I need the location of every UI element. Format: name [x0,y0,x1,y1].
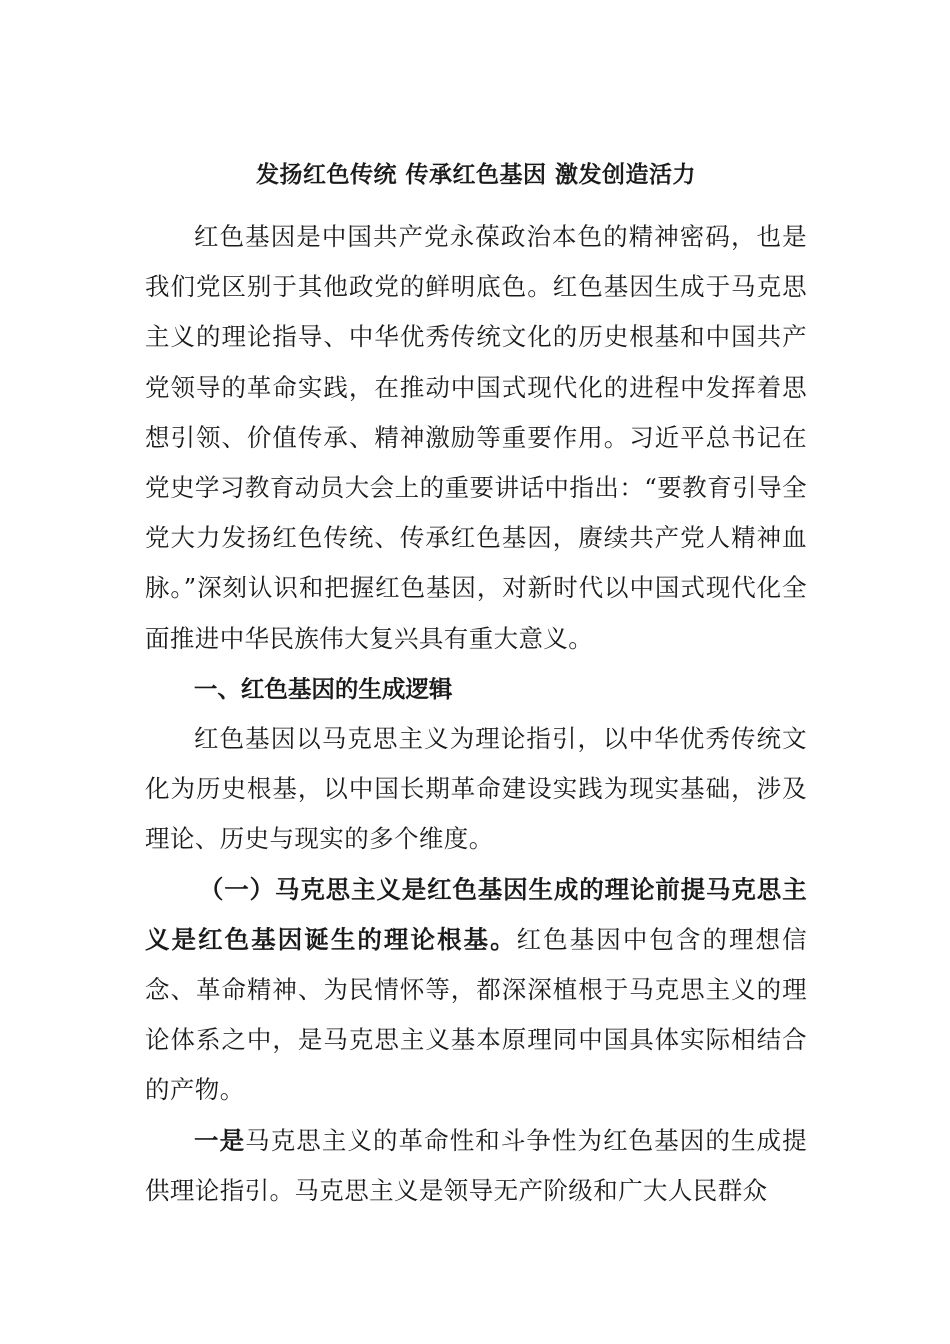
paragraph-text: 红色基因以马克思主义为理论指引，以中华优秀传统文化为历史根基，以中国长期革命建设实践为现实基础，涉及理论、历史与现实的多个维度。 [145,724,807,854]
paragraph-point-one [145,1116,807,1216]
section-heading: 一、红色基因的生成逻辑 [193,674,453,703]
paragraph-intro [145,212,807,664]
paragraph-text: 红色基因中包含的理想信念、革命精神、为民情怀等，都深深植根于马克思主义的理论体系之中，是马克思主义基本原理同中国具体实际相结合的产物。 [145,924,807,1105]
paragraph-subsection-one [145,865,807,1116]
document-title: 发扬红色传统 传承红色基因 激发创造活力 [255,162,696,188]
subsection-lead: （一）马克思主义是红色基因生成的理论前提马克思主义是红色基因诞生的理论根基。 [145,874,807,954]
point-lead: 一是 [194,1125,246,1155]
paragraph-section-summary [145,714,807,865]
document-page [145,148,807,1216]
paragraph-text: 红色基因是中国共产党永葆政治本色的精神密码，也是我们党区别于其他政党的鲜明底色。红色基因生成于马克思主义的理论指导、中华优秀传统文化的历史根基和中国共产党领导的革命实践，在推动中国式现代化的进程中发挥着思想引领、价值传承、精神激励等重要作用。习近平总书记在党史学习教育动员大会上的重要讲话中指出：“要教育引导全党大力发扬红色传统、传承红色基因，赓续共产党人精神血脉。”深刻认识和把握红色基因，对新时代以中国式现代化全面推进中华民族伟大复兴具有重大意义。 [145,222,807,653]
paragraph-text: 马克思主义的革命性和斗争性为红色基因的生成提供理论指引。马克思主义是领导无产阶级和广大人民群众 [145,1125,807,1205]
